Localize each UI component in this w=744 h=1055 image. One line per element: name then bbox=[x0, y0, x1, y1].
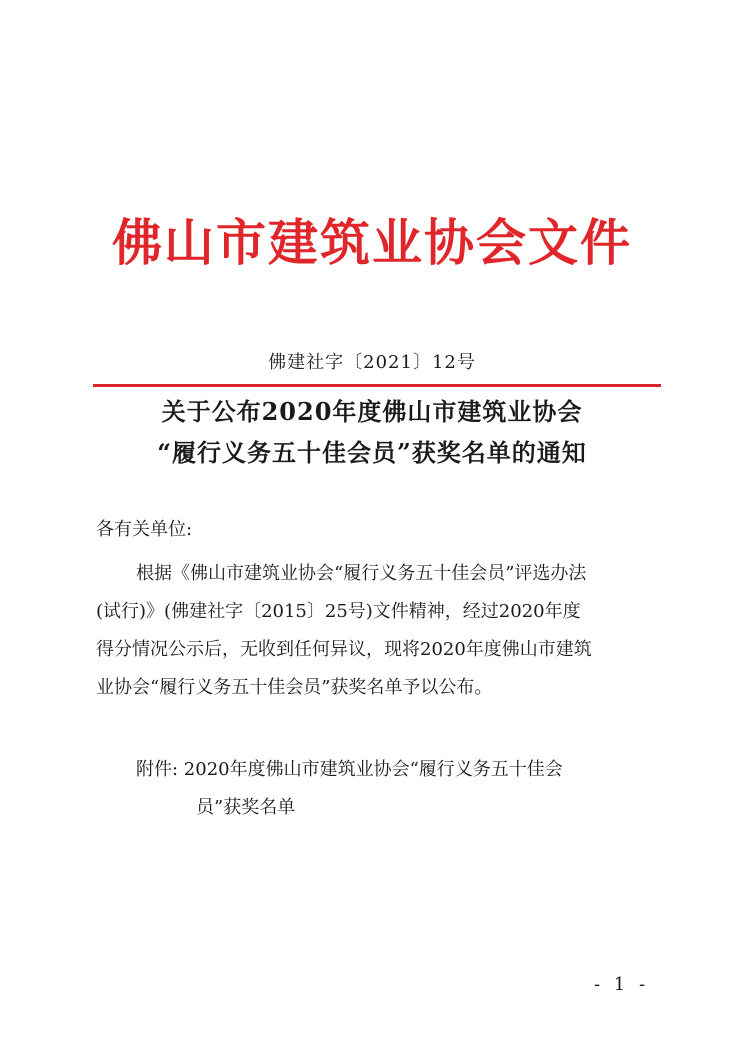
page-number: - 1 - bbox=[594, 974, 650, 995]
attachment-line-2: 员”获奖名单 bbox=[196, 797, 296, 818]
body-text-line-3: 得分情况公示后，无收到任何异议，现将2020年度佛山市建筑 bbox=[96, 639, 592, 660]
document-number: 佛建社字〔2021〕12号 bbox=[268, 352, 476, 373]
attachment-line-1: 附件: 2020年度佛山市建筑业协会“履行义务五十佳会 bbox=[136, 759, 563, 780]
notice-title-line-1: 关于公布2020年度佛山市建筑业协会 bbox=[161, 397, 583, 426]
salutation: 各有关单位: bbox=[96, 519, 193, 540]
notice-title-line-2: “履行义务五十佳会员”获奖名单的通知 bbox=[157, 438, 587, 467]
document-header-title: 佛山市建筑业协会文件 bbox=[112, 213, 632, 272]
red-divider-rule bbox=[93, 384, 661, 387]
body-text-line-4: 业协会“履行义务五十佳会员”获奖名单予以公布。 bbox=[96, 677, 493, 698]
body-text-line-1: 根据《佛山市建筑业协会“履行义务五十佳会员”评选办法 bbox=[136, 563, 587, 584]
body-text-line-2: (试行)》(佛建社字〔2015〕25号)文件精神，经过2020年度 bbox=[96, 601, 581, 622]
